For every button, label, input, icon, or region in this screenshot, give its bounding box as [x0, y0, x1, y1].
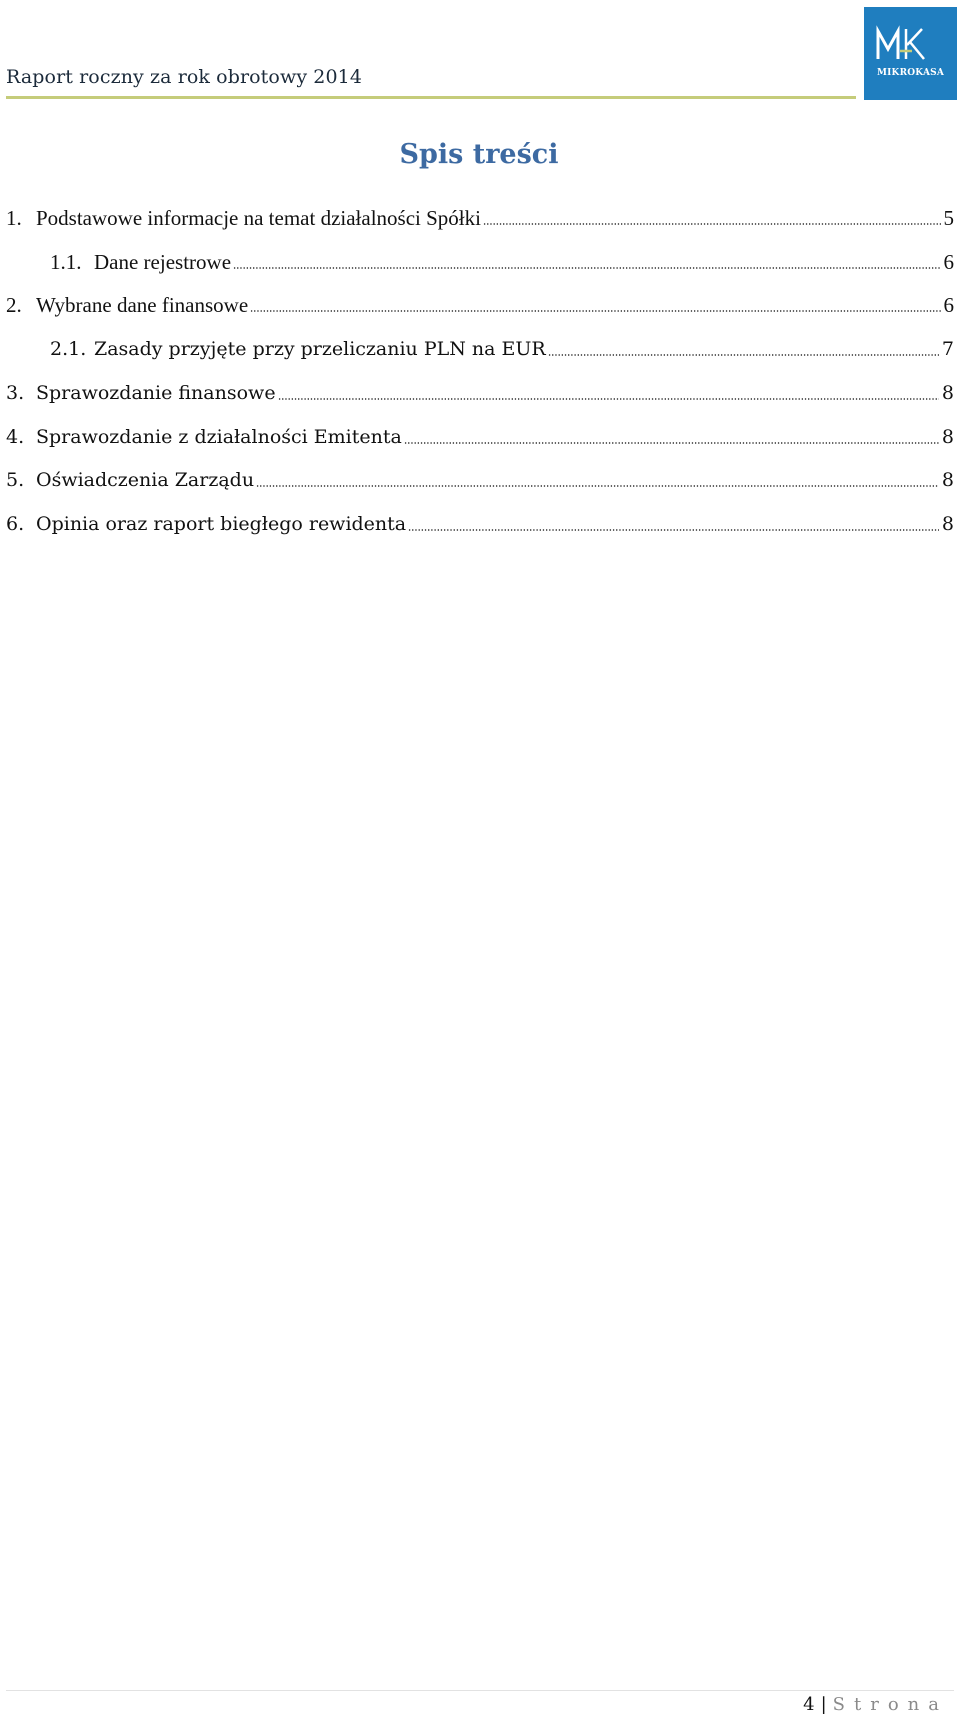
- dot-leader: [404, 442, 939, 444]
- toc-entry-title: Wybrane dane finansowe: [36, 293, 249, 317]
- page-header: [0, 0, 960, 100]
- mikrokasa-logo: [864, 7, 957, 100]
- toc-entry[interactable]: [50, 334, 954, 364]
- toc-entry-page: 8: [941, 426, 954, 448]
- toc-entry-number: 2.1.: [50, 338, 87, 360]
- toc-entry[interactable]: [6, 422, 954, 452]
- toc-entry-title: Oświadczenia Zarządu: [36, 469, 255, 491]
- toc-entry-title: Zasady przyjęte przy przeliczaniu PLN na EUR: [94, 338, 546, 360]
- toc-entry-page: 6: [943, 293, 954, 317]
- dot-leader: [408, 529, 939, 531]
- toc-entry-title: Dane rejestrowe: [94, 250, 232, 274]
- dot-leader: [278, 398, 939, 400]
- footer-separator: |: [820, 1694, 827, 1715]
- toc-entry-page: 8: [941, 382, 954, 404]
- toc-entry-title: Opinia oraz raport biegłego rewidenta: [36, 513, 407, 535]
- toc-entry-number: 1.1.: [50, 250, 82, 274]
- toc-entry-page: 7: [941, 338, 954, 360]
- toc-entry[interactable]: [6, 378, 954, 408]
- report-title: Raport roczny za rok obrotowy 2014: [6, 66, 363, 88]
- toc-entry[interactable]: [50, 247, 954, 277]
- page-label: Strona: [832, 1694, 948, 1715]
- page-footer: [803, 1694, 948, 1715]
- toc-entry-page: 8: [941, 469, 954, 491]
- logo-wordmark: MIKROKASA: [876, 68, 945, 78]
- toc-entry-page: 5: [943, 206, 954, 230]
- toc-entry[interactable]: [6, 203, 954, 233]
- page-number: 4: [803, 1694, 815, 1715]
- dot-leader: [250, 310, 940, 312]
- dot-leader: [548, 354, 939, 356]
- toc-entry-page: 6: [943, 250, 954, 274]
- footer-divider: [6, 1690, 954, 1691]
- toc-entry-number: 2.: [6, 293, 22, 317]
- toc-entry-title: Sprawozdanie finansowe: [36, 382, 276, 404]
- dot-leader: [233, 267, 940, 269]
- dot-leader: [483, 223, 941, 225]
- toc-heading-text: Spis treści: [399, 139, 559, 170]
- header-divider: [6, 96, 856, 99]
- toc-entry-number: 5.: [6, 469, 25, 491]
- toc-entry-title: Sprawozdanie z działalności Emitenta: [36, 426, 402, 448]
- mk-monogram-icon: [864, 7, 957, 69]
- toc-entry[interactable]: [6, 465, 954, 495]
- toc-entry[interactable]: [6, 290, 954, 320]
- toc-entry-number: 4.: [6, 426, 25, 448]
- dot-leader: [256, 485, 939, 487]
- toc-heading: [0, 139, 960, 170]
- toc-entry-number: 3.: [6, 382, 25, 404]
- toc-entry-title: Podstawowe informacje na temat działalności Spółki: [36, 206, 481, 230]
- toc-entry-number: 6.: [6, 513, 25, 535]
- toc-entry[interactable]: [6, 509, 954, 539]
- toc-entry-number: 1.: [6, 206, 22, 230]
- toc-entry-page: 8: [941, 513, 954, 535]
